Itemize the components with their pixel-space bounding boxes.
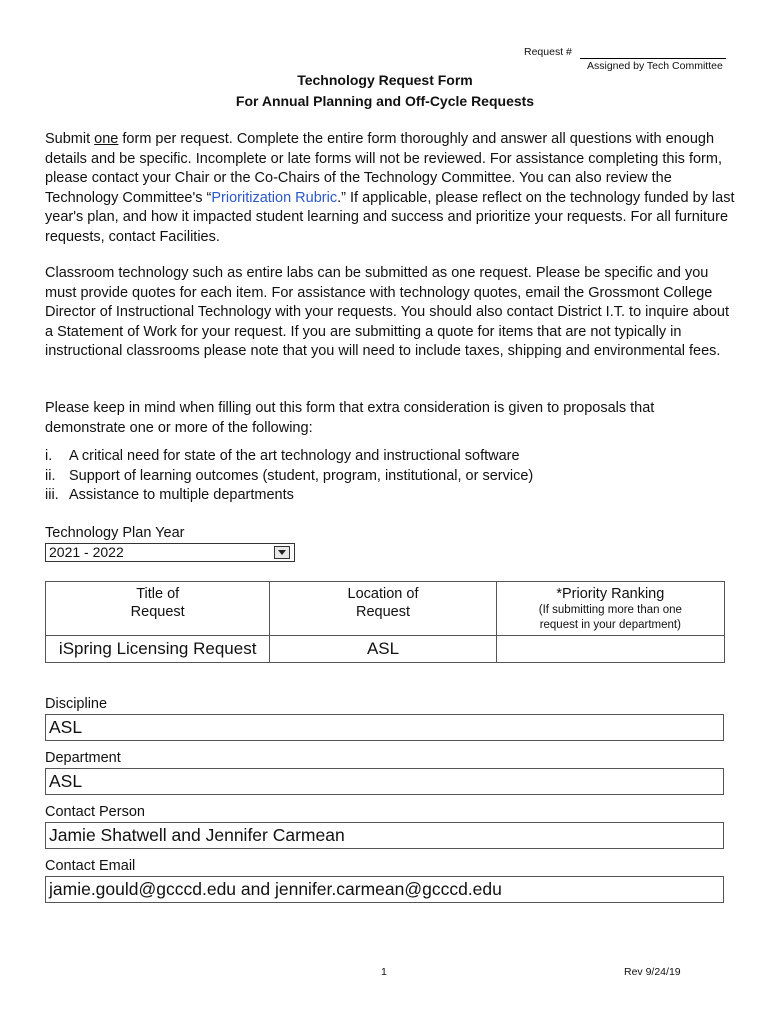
location-of-request-header: Location of Request xyxy=(270,582,496,636)
intro-paragraph-2: Classroom technology such as entire labs can be submitted as one request. Please be specific and you must provide quotes for each item. For assistance with technology quotes, email the Grossmont College Director of Instructional Technology with your requests. You should also contact District I.T. to inquire about a Statement of Work for your request. If you are submitting a quote for items that are not typically in instructional classrooms please note that you will need to include taxes, shipping and environmental fees. xyxy=(45,265,730,359)
plan-year-select[interactable] xyxy=(45,543,295,562)
list-item: i. A critical need for state of the art technology and instructional software xyxy=(45,448,520,464)
priority-ranking-header: *Priority Ranking (If submitting more than one request in your department) xyxy=(496,582,724,636)
request-location-field[interactable]: ASL xyxy=(270,636,496,663)
request-number-field[interactable] xyxy=(580,58,726,59)
discipline-field[interactable]: ASL xyxy=(45,714,724,741)
contact-person-label: Contact Person xyxy=(45,804,145,820)
contact-email-field[interactable]: jamie.gould@gcccd.edu and jennifer.carmean@gcccd.edu xyxy=(45,876,724,903)
department-field[interactable]: ASL xyxy=(45,768,724,795)
revision-date: Rev 9/24/19 xyxy=(624,966,681,978)
form-subtitle: For Annual Planning and Off-Cycle Requests xyxy=(235,93,535,109)
list-item: ii. Support of learning outcomes (student, program, institutional, or service) xyxy=(45,468,534,484)
table-header-row xyxy=(46,582,725,636)
page-number: 1 xyxy=(381,966,387,978)
plan-year-value: 2021 - 2022 xyxy=(49,544,124,560)
request-table xyxy=(45,581,725,663)
department-label: Department xyxy=(45,750,121,766)
form-title: Technology Request Form xyxy=(297,72,473,88)
request-title-field[interactable]: iSpring Licensing Request xyxy=(46,636,270,663)
intro-paragraph-3: Please keep in mind when filling out this form that extra consideration is given to proposals that demonstrate one or more of the following: xyxy=(45,400,655,436)
title-of-request-header: Title of Request xyxy=(46,582,270,636)
prioritization-rubric-link[interactable]: Prioritization Rubric xyxy=(211,189,338,206)
underlined-one: one xyxy=(94,131,119,147)
discipline-label: Discipline xyxy=(45,696,108,712)
request-number-label: Request # xyxy=(524,46,572,58)
list-item: iii. Assistance to multiple departments xyxy=(45,487,294,503)
plan-year-label: Technology Plan Year xyxy=(45,525,185,541)
contact-person-field[interactable]: Jamie Shatwell and Jennifer Carmean xyxy=(45,822,724,849)
assigned-note: Assigned by Tech Committee xyxy=(587,60,723,72)
chevron-down-icon[interactable] xyxy=(274,546,290,559)
priority-ranking-field[interactable] xyxy=(496,636,724,663)
intro-paragraph-1: Submit one form per request. Complete the entire form thoroughly and answer all questions with enough details and be specific. Incomplete or late forms will not be reviewed. For assistance completing this form, please contact your Chair or the Co-Chairs of the Technology Committee. You can also review the Technology Committee's “Prioritization Rubric.” If applicable, please reflect on the technology funded by last year's plan, and how it impacted student learning and success and prioritize your requests. For all furniture requests, contact Facilities. xyxy=(45,131,735,245)
table-row xyxy=(46,636,725,663)
contact-email-label: Contact Email xyxy=(45,858,136,874)
